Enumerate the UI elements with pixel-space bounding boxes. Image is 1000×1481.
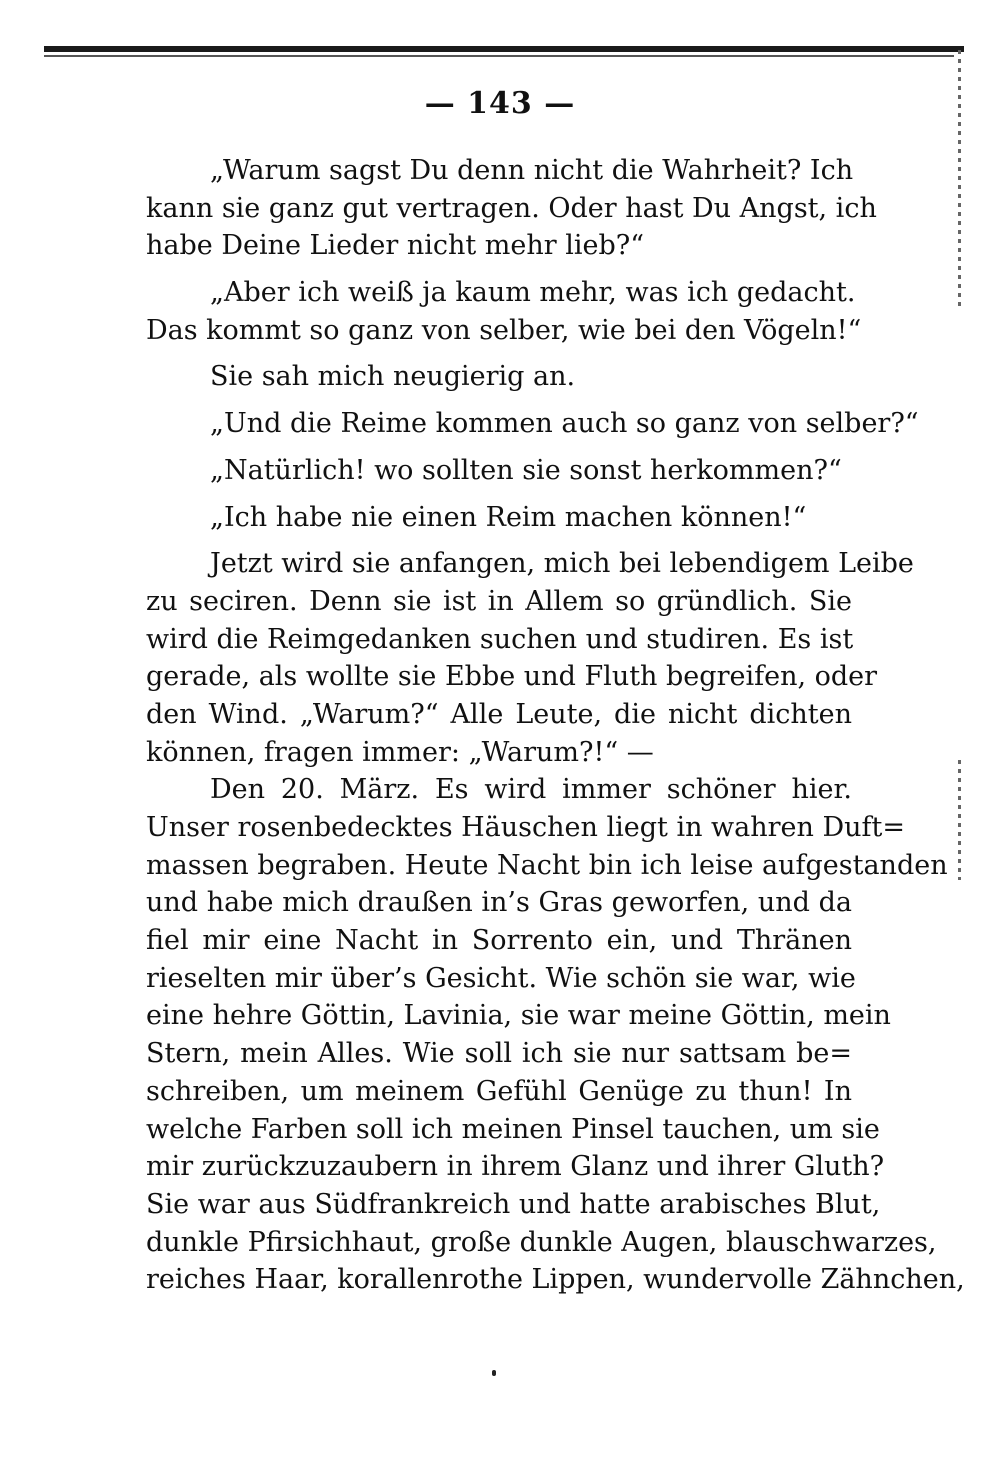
text-line: „Natürlich! wo sollten sie sonst herkommen?“ <box>210 454 842 486</box>
text-line: rieselten mir über’s Gesicht. Wie schön sie war, wie <box>146 962 856 994</box>
text-line: Stern, mein Alles. Wie soll ich sie nur sattsam be= <box>146 1038 852 1070</box>
text-line: können, fragen immer: „Warum?!“ — <box>146 736 654 768</box>
text-line: Sie war aus Südfrankreich und hatte arabisches Blut, <box>146 1188 881 1220</box>
text-line: reiches Haar, korallenrothe Lippen, wundervolle Zähnchen, <box>146 1264 965 1296</box>
text-line: gerade, als wollte sie Ebbe und Fluth begreifen, oder <box>146 661 878 693</box>
scan-edge-noise-lower <box>958 760 961 880</box>
text-line: Den 20. März. Es wird immer schöner hier. <box>210 774 852 806</box>
text-line: eine hehre Göttin, Lavinia, sie war meine Göttin, mein <box>146 1000 891 1032</box>
text-line: „Ich habe nie einen Reim machen können!“ <box>210 501 807 533</box>
text-line: den Wind. „Warum?“ Alle Leute, die nicht dichten <box>146 698 852 730</box>
text-line: Das kommt so ganz von selber, wie bei den Vögeln!“ <box>146 314 862 346</box>
ink-speck <box>492 1370 496 1376</box>
text-line: „Warum sagst Du denn nicht die Wahrheit? Ich <box>210 155 854 186</box>
page-top-border-thin <box>44 55 954 57</box>
text-line: wird die Reimgedanken suchen und studiren. Es ist <box>146 623 854 655</box>
text-line: massen begraben. Heute Nacht bin ich leise aufgestanden <box>146 849 948 881</box>
text-line: Sie sah mich neugierig an. <box>210 361 576 393</box>
text-line: habe Deine Lieder nicht mehr lieb?“ <box>146 230 645 262</box>
text-line: fiel mir eine Nacht in Sorrento ein, und Thränen <box>146 925 852 957</box>
page-top-border <box>44 46 964 52</box>
text-line: „Aber ich weiß ja kaum mehr, was ich gedacht. <box>210 277 856 309</box>
text-line: „Und die Reime kommen auch so ganz von selber?“ <box>210 408 919 440</box>
text-line: dunkle Pfirsichhaut, große dunkle Augen, blauschwarzes, <box>146 1226 937 1258</box>
text-line: zu seciren. Denn sie ist in Allem so gründlich. Sie <box>146 585 852 617</box>
text-line: schreiben, um meinem Gefühl Genüge zu thun! In <box>146 1075 852 1107</box>
page-number: — 143 — <box>424 86 576 121</box>
text-line: welche Farben soll ich meinen Pinsel tauchen, um sie <box>146 1113 880 1145</box>
body-text <box>146 152 965 1299</box>
text-line: Unser rosenbedecktes Häuschen liegt in wahren Duft= <box>146 812 906 843</box>
text-line: Jetzt wird sie anfangen, mich bei lebendigem Leibe <box>210 548 914 580</box>
text-line: kann sie ganz gut vertragen. Oder hast Du Angst, ich <box>146 192 877 224</box>
text-line: mir zurückzuzaubern in ihrem Glanz und ihrer Gluth? <box>146 1151 885 1183</box>
text-line: und habe mich draußen in’s Gras geworfen, und da <box>146 887 852 919</box>
